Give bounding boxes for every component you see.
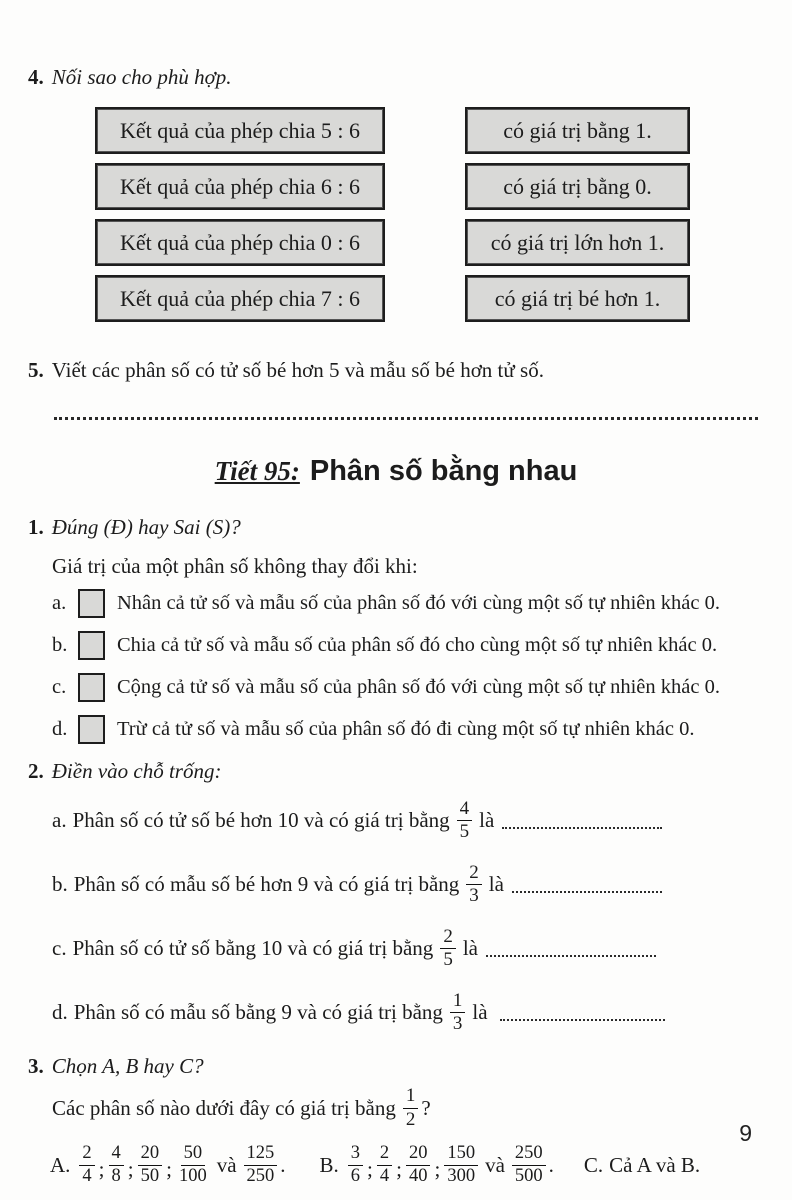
fraction: $\frac{50}{100}$ — [178, 1143, 207, 1187]
fraction: $\frac{250}{500}$ — [512, 1144, 546, 1187]
exercise1-number: 1. — [28, 515, 44, 540]
answer-line — [54, 415, 758, 420]
fill-item-c — [52, 925, 764, 973]
option-text: Cả A và B. — [609, 1153, 701, 1178]
fraction: $\frac{20}{50}$ — [138, 1144, 163, 1187]
match-right-box-4: có giá trị bé hơn 1. — [465, 275, 690, 322]
true-false-item-c — [52, 673, 764, 702]
match-left-box-4: Kết quả của phép chia 7 : 6 — [95, 275, 385, 322]
and-word: và — [216, 1153, 237, 1178]
item-label: a. — [52, 808, 67, 833]
match-right-box-1: có giá trị bằng 1. — [465, 107, 690, 154]
true-false-item-b — [52, 631, 764, 660]
fraction: $\frac{125}{250}$ — [244, 1144, 278, 1187]
match-left-box-3: Kết quả của phép chia 0 : 6 — [95, 219, 385, 266]
fraction: $\frac{4}{5}$ — [457, 799, 473, 843]
lesson-number-label: Tiết 95: — [214, 455, 300, 486]
lesson-name: Phân số bằng nhau — [309, 454, 578, 487]
exercise2-heading — [28, 758, 764, 785]
item-text: Nhân cả tử số và mẫu số của phân số đó với cùng một số tự nhiên khác 0. — [117, 591, 720, 614]
match-left-box-1: Kết quả của phép chia 5 : 6 — [95, 107, 385, 154]
fraction: $\frac{2}{4}$ — [377, 1144, 392, 1187]
item-text: Phân số có tử số bé hơn 10 và có giá trị bằng — [72, 808, 450, 833]
item-label: b. — [52, 872, 68, 897]
exercise5-title: Viết các phân số có tử số bé hơn 5 và mẫu số bé hơn tử số. — [51, 358, 544, 383]
item-label: c. — [52, 936, 67, 961]
item-text-after: là — [462, 936, 478, 961]
fraction: $\frac{2}{4}$ — [79, 1144, 94, 1187]
period: . — [548, 1153, 554, 1178]
matching-left-column — [95, 107, 385, 331]
item-text: Cộng cả tử số và mẫu số của phân số đó với cùng một số tự nhiên khác 0. — [117, 675, 720, 698]
fraction: $\frac{1}{3}$ — [450, 991, 466, 1035]
true-false-item-a — [52, 589, 764, 618]
and-word: và — [485, 1153, 505, 1178]
answer-blank — [500, 1004, 665, 1021]
option-label: C. — [583, 1153, 604, 1178]
item-text: Trừ cả tử số và mẫu số của phân số đó đi cùng một số tự nhiên khác 0. — [117, 717, 695, 740]
exercise3-question — [52, 1082, 764, 1134]
answer-blank — [512, 876, 662, 893]
separator: ; — [396, 1157, 402, 1182]
separator: ; — [98, 1157, 105, 1182]
fraction: $\frac{2}{3}$ — [466, 863, 482, 907]
exercise1-heading — [28, 514, 764, 541]
fraction: $\frac{2}{5}$ — [440, 927, 456, 971]
item-text-after: là — [479, 808, 495, 833]
fill-item-d — [52, 989, 764, 1037]
exercise3-options — [50, 1144, 764, 1187]
match-right-box-2: có giá trị bằng 0. — [465, 163, 690, 210]
lesson-title — [28, 454, 764, 489]
match-right-box-3: có giá trị lớn hơn 1. — [465, 219, 690, 266]
fraction: $\frac{150}{300}$ — [444, 1144, 478, 1187]
item-label: a. — [52, 591, 67, 614]
answer-checkbox-a — [78, 589, 105, 618]
answer-blank — [502, 812, 662, 829]
item-text-after: là — [472, 1000, 488, 1025]
fill-item-b — [52, 861, 764, 909]
separator: ; — [127, 1157, 134, 1182]
item-text: Phân số có mẫu số bé hơn 9 và có giá trị bằng — [73, 872, 460, 897]
exercise2-number: 2. — [28, 758, 44, 783]
exercise2-title: Điền vào chỗ trống: — [51, 758, 222, 783]
option-label: B. — [319, 1153, 339, 1178]
option-a — [50, 1144, 286, 1187]
separator: ; — [166, 1157, 172, 1182]
exercise5-heading — [28, 357, 764, 384]
fill-item-a — [52, 797, 764, 845]
page-number: 9 — [739, 1120, 752, 1146]
item-text: Chia cả tử số và mẫu số của phân số đó cho cùng một số tự nhiên khác 0. — [117, 633, 718, 656]
true-false-item-d — [52, 715, 764, 744]
exercise4-number: 4. — [28, 65, 44, 89]
period: . — [280, 1153, 286, 1178]
item-label: d. — [52, 717, 68, 740]
item-text-after: là — [488, 872, 504, 897]
item-label: b. — [52, 633, 68, 656]
separator: ; — [434, 1157, 441, 1182]
item-label: c. — [52, 675, 67, 698]
option-c — [584, 1153, 700, 1178]
matching-exercise — [28, 107, 764, 331]
separator: ; — [367, 1157, 373, 1182]
exercise4-title: Nối sao cho phù hợp. — [51, 65, 232, 89]
fraction: $\frac{4}{8}$ — [109, 1144, 124, 1187]
answer-checkbox-c — [78, 673, 105, 702]
exercise3-number: 3. — [28, 1053, 44, 1078]
item-text: Phân số có mẫu số bằng 9 và có giá trị bằng — [73, 1000, 443, 1025]
item-label: d. — [52, 1000, 68, 1025]
option-label: A. — [50, 1153, 71, 1178]
exercise1-title: Đúng (Đ) hay Sai (S)? — [51, 515, 241, 540]
option-b — [320, 1144, 554, 1187]
answer-checkbox-d — [78, 715, 105, 744]
match-left-box-2: Kết quả của phép chia 6 : 6 — [95, 163, 385, 210]
exercise1-intro: Giá trị của một phân số không thay đổi khi: — [52, 553, 418, 578]
question-text: Các phân số nào dưới đây có giá trị bằng — [52, 1095, 396, 1120]
item-text: Phân số có tử số bằng 10 và có giá trị bằng — [72, 936, 434, 961]
answer-blank — [486, 940, 656, 957]
exercise4-heading — [28, 64, 764, 91]
exercise5-number: 5. — [28, 358, 44, 383]
exercise3-title: Chọn A, B hay C? — [51, 1053, 204, 1078]
fraction: $\frac{3}{6}$ — [348, 1144, 363, 1187]
answer-checkbox-b — [78, 631, 105, 660]
question-mark: ? — [421, 1095, 431, 1120]
fraction: $\frac{20}{40}$ — [406, 1144, 431, 1187]
exercise3-heading — [28, 1053, 764, 1080]
matching-right-column — [465, 107, 690, 331]
fraction: $\frac{1}{2}$ — [403, 1086, 419, 1130]
